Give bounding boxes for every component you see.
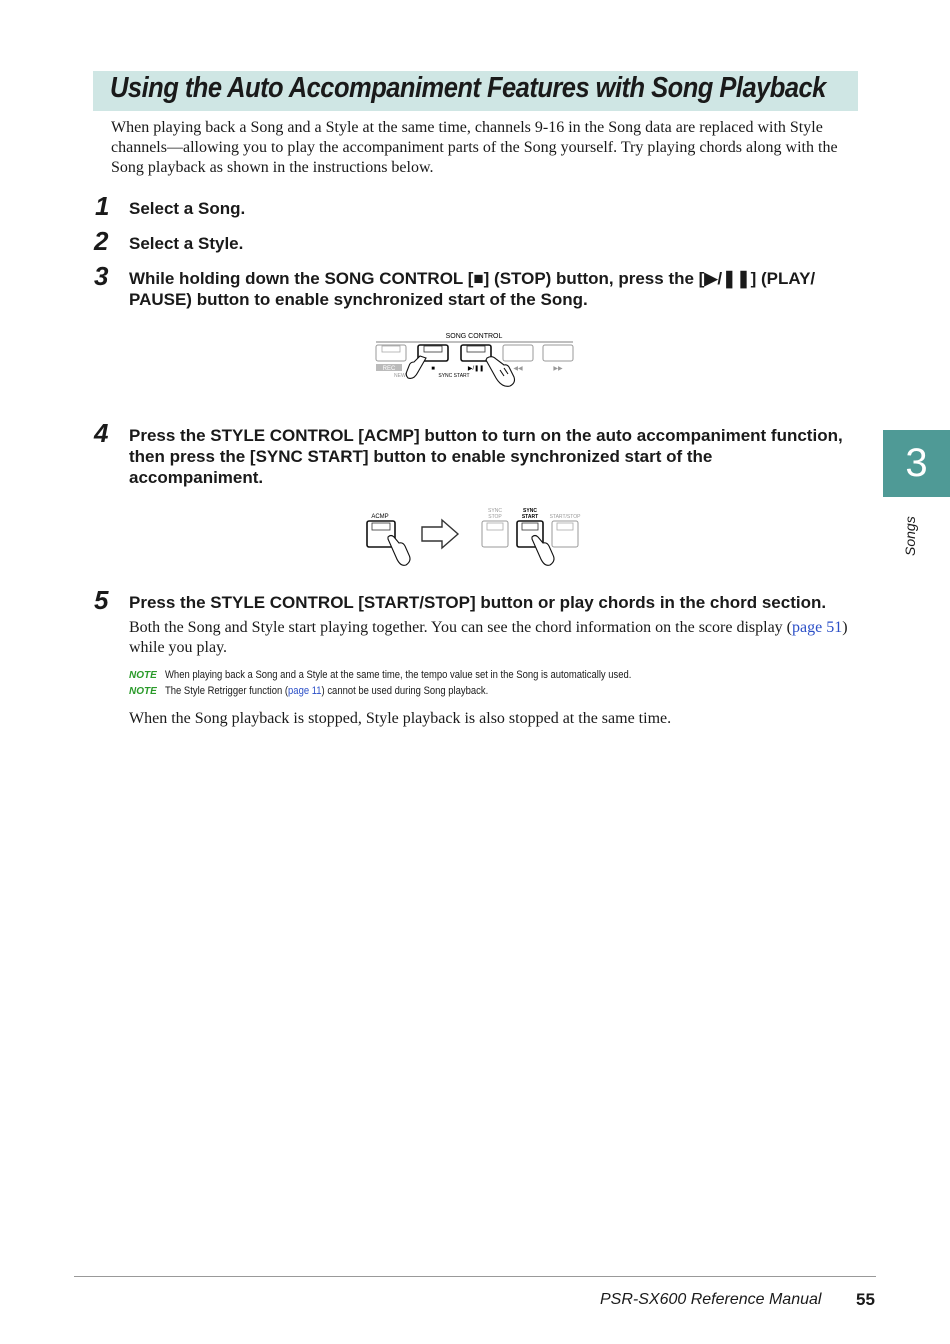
step-text: While holding down the SONG CONTROL [■] (STOP) button, press the [▶/❚❚] (PLAY/ PAUSE) button to enable synchronized start of the Song. [129, 269, 816, 309]
manual-title: PSR-SX600 Reference Manual [600, 1291, 822, 1308]
step-text: Press the STYLE CONTROL [START/STOP] button or play chords in the chord section. [129, 593, 827, 612]
chapter-tab[interactable] [883, 430, 950, 497]
acmp-label: ACMP [371, 514, 389, 520]
sync-stop-label-1: SYNC [488, 508, 502, 514]
page-link[interactable]: page 11 [288, 685, 322, 697]
song-control-illustration [368, 328, 583, 408]
closing-paragraph: When the Song playback is stopped, Style playback is also stopped at the same time. [129, 710, 672, 727]
new-label: NEW [394, 373, 406, 379]
step-number: 1 [95, 191, 110, 221]
play-pause-symbol: ▶/❚❚ [467, 366, 485, 372]
step5-body: Both the Song and Style start playing together. You can see the chord information on the score display (page 51) while you play. [129, 619, 848, 656]
page-number: 55 [856, 1290, 875, 1309]
intro-paragraph: When playing back a Song and a Style at the same time, channels 9-16 in the Song data are replaced with Style channels—allowing you to play the accompaniment parts of the Song yourself. Try playing chords along with the Song playback as shown in the instructions below. [111, 119, 838, 176]
note: NOTE The Style Retrigger function (page 11) cannot be used during Song playback. [129, 685, 489, 697]
note-label: NOTE [129, 670, 157, 681]
note-label: NOTE [129, 686, 157, 697]
page-link[interactable]: page 51 [792, 619, 843, 636]
fast-forward-symbol: ▶▶ [553, 366, 563, 372]
sync-start-label-2: START [521, 514, 539, 520]
section-title: Using the Auto Accompaniment Features with Song Playback [110, 72, 826, 104]
hand-pointer-icon [406, 356, 426, 378]
step-number: 5 [94, 585, 109, 615]
note: NOTE When playing back a Song and a Style at the same time, the tempo value set in the Song is automatically used. [129, 669, 632, 681]
step-number: 4 [94, 418, 109, 448]
step-text: Press the STYLE CONTROL [ACMP] button to turn on the auto accompaniment function, then press the [SYNC START] button to enable synchronized start of the accompaniment. [129, 426, 843, 487]
chapter-number: 3 [905, 441, 928, 485]
sync-start-label: SYNC START [438, 373, 470, 379]
start-stop-label: START/STOP [549, 514, 581, 520]
step-text: Select a Style. [129, 234, 244, 253]
rewind-symbol: ◀◀ [513, 366, 523, 372]
step-number: 2 [94, 226, 109, 256]
chapter-label: Songs [902, 516, 918, 556]
footer-divider [74, 1276, 876, 1277]
step-text: Select a Song. [129, 199, 246, 218]
song-control-title: SONG CONTROL [445, 333, 503, 340]
arrow-right-icon [422, 520, 458, 548]
sync-start-label-1: SYNC [523, 508, 537, 514]
step-number: 3 [94, 261, 109, 291]
style-control-illustration [360, 503, 590, 575]
sync-stop-label-2: STOP [488, 514, 502, 520]
hand-pointer-icon [388, 536, 410, 566]
stop-symbol: ■ [431, 366, 435, 372]
rec-label: REC [382, 366, 396, 372]
